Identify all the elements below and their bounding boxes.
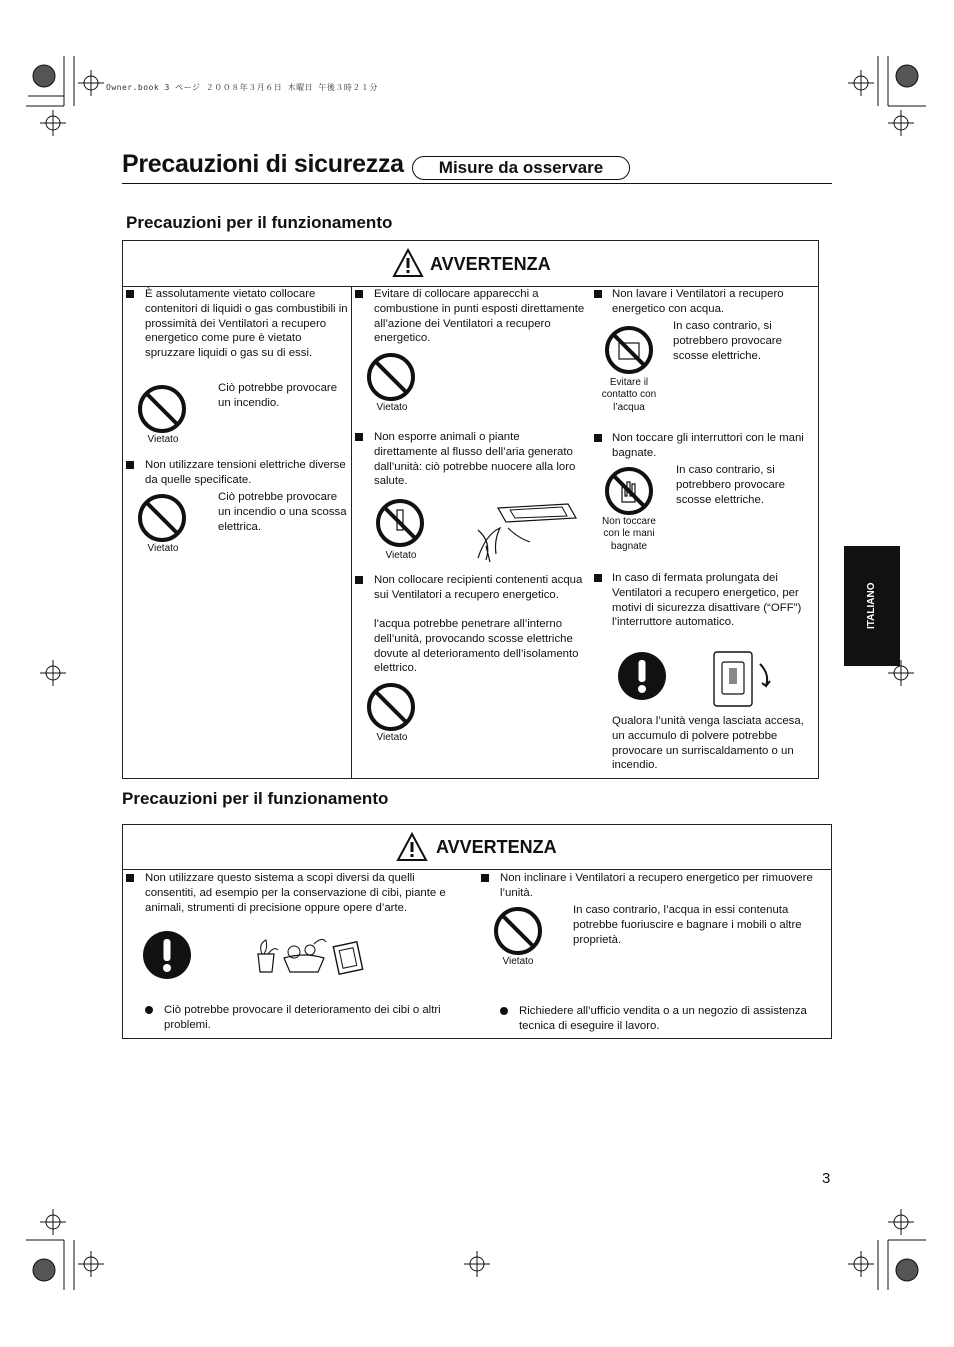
bullet-square [355,576,363,584]
bullet-dot [145,1006,153,1014]
warning-triangle-icon [396,832,428,862]
section2-warning-label: AVVERTENZA [436,837,557,857]
prohibition-icon [493,906,543,956]
bullet-dot [500,1007,508,1015]
breaker-switch-off-illustration [708,646,780,708]
bullet-square [594,290,602,298]
file-header-line: Owner.book 3 ページ ２００８年３月６日 木曜日 午後３時２１分 [106,83,378,92]
page-number: 3 [822,1170,831,1187]
prohibition-icon [375,498,425,548]
s1c3-item1-text: Non lavare i Ventilatori a recupero energetico con acqua. [612,288,784,315]
food-plants-art-illustration [254,934,366,976]
s1c3-item3-text: In caso di fermata prolungata dei Ventilatori a recupero energetico, per motivi di sicurezza disattivare (“OFF”) l’interruttore automatico. [612,572,802,629]
prohibition-icon [137,384,187,434]
prohibition-icon [366,352,416,402]
s1c3-item2-note: In caso contrario, si potrebbero provocare scosse elettriche. [676,464,785,506]
no-wet-hands-icon [604,466,654,516]
page-title: Precauzioni di sicurezza [122,150,404,178]
s2-left-item1-note: Ciò potrebbe provocare il deterioramento dei cibi o altri problemi. [164,1004,441,1031]
s2-right-item1-text: Non inclinare i Ventilatori a recupero energetico per rimuovere l’unità. [500,872,813,899]
bullet-square [355,433,363,441]
s1c1-item1-icon-label: Vietato [147,434,179,445]
s2-right-item2-text: Richiedere all’ufficio vendita o a un negozio di assistenza tecnica di eseguire il lavoro. [519,1005,807,1032]
section1-col-divider [351,286,352,779]
s1c2-item3-text: Non collocare recipienti contenenti acqua sui Ventilatori a recupero energetico. [374,574,583,601]
prohibition-icon [366,682,416,732]
prohibition-icon [137,493,187,543]
section1-heading: Precauzioni per il funzionamento [126,213,393,232]
bullet-square [126,874,134,882]
bullet-square [481,874,489,882]
bullet-square [355,290,363,298]
s1c1-item2-note: Ciò potrebbe provocare un incendio o una scossa elettrica. [218,491,347,533]
section2-header-divider [122,869,832,870]
s1c2-item3-icon-label: Vietato [376,732,408,743]
s1c2-item1-icon-label: Vietato [376,402,408,413]
language-tab-label: ITALIANO [866,582,877,630]
subtitle-pill: Misure da osservare [412,156,630,180]
s1c1-item2-icon-label: Vietato [147,543,179,554]
warning-triangle-icon [392,248,424,278]
section1-warning-label: AVVERTENZA [430,254,551,274]
s1c1-item1-note: Ciò potrebbe provocare un incendio. [218,382,338,409]
ceiling-unit-plant-illustration [468,498,578,568]
s1c2-item3-note: l’acqua potrebbe penetrare all’interno dell’unità, provocando scosse elettriche dovute al deterioramento dell’isolamento elettrico. [374,618,579,675]
mandatory-exclamation-icon [617,651,667,701]
bullet-square [594,434,602,442]
s1c2-item2-icon-label: Vietato [385,550,417,561]
s1c2-item1-text: Evitare di collocare apparecchi a combustione in punti esposti direttamente all’azione dei Ventilatori a recupero energetico. [374,288,585,345]
s1c3-item3-note: Qualora l’unità venga lasciata accesa, un accumulo di polvere potrebbe provocare un surriscaldamento o un incendio. [612,715,804,772]
s1c3-item2-text: Non toccare gli interruttori con le mani bagnate. [612,432,804,459]
s1c3-item1-icon-label: Evitare il contatto con l’acqua [601,377,657,413]
section2-heading: Precauzioni per il funzionamento [122,789,389,808]
s2-right-item1-icon-label: Vietato [502,956,534,967]
bullet-square [126,290,134,298]
s1c3-item2-icon-label: Non toccare con le mani bagnate [602,516,656,552]
s1c2-item2-text: Non esporre animali o piante direttamente al flusso dell’aria generato dall’unità: ciò potrebbe nuocere alla loro salute. [374,431,576,488]
s1c3-item1-note: In caso contrario, si potrebbero provocare scosse elettriche. [673,320,782,362]
bullet-square [594,574,602,582]
s2-left-item1-text: Non utilizzare questo sistema a scopi diversi da quelli consentiti, ad esempio per la conservazione di cibi, piante e animali, strumenti di precisione oppure opere d’arte. [145,872,446,914]
s1c1-item1-text: È assolutamente vietato collocare contenitori di liquidi o gas combustibili in prossimità dei Ventilatori a recupero energetico come pure è vietato spruzzare liquidi o gas su di essi. [145,288,348,360]
s1c1-item2-text: Non utilizzare tensioni elettriche diverse da quelle specificate. [145,459,346,486]
s2-right-item1-note: In caso contrario, l’acqua in essi contenuta potrebbe fuoriuscire e bagnare i mobili o altre proprietà. [573,904,802,946]
bullet-square [126,461,134,469]
mandatory-exclamation-icon [142,930,192,980]
title-rule [122,183,832,184]
no-water-icon [604,325,654,375]
